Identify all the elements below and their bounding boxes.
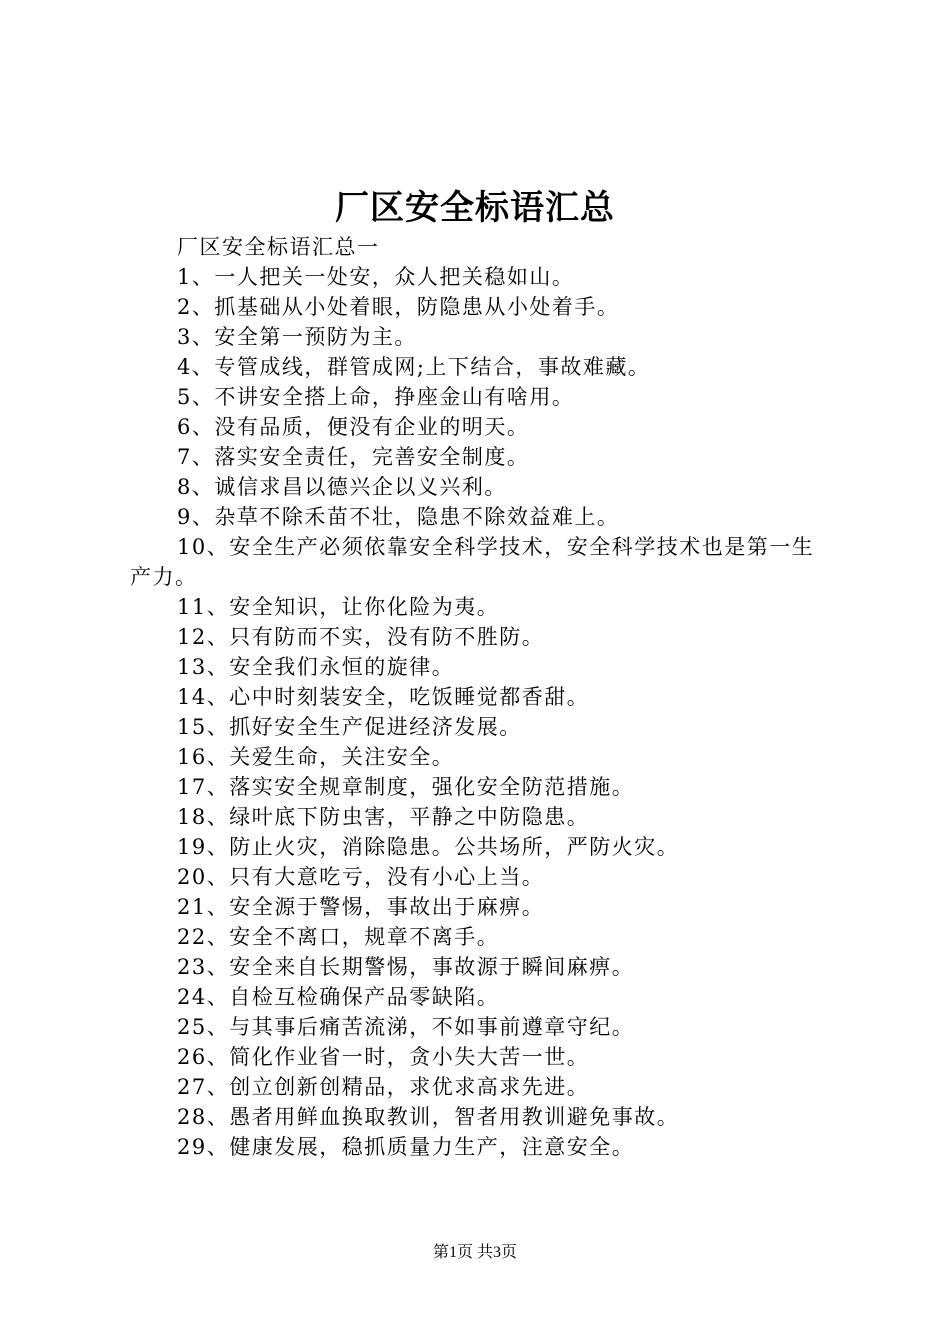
document-body [130,232,835,1162]
slogan-item: 6、没有品质，便没有企业的明天。 [177,415,530,439]
slogan-item: 16、关爱生命，关注安全。 [177,745,455,769]
page-footer: 第1页 共3页 [432,1244,517,1261]
slogan-item: 24、自检互检确保产品零缺陷。 [177,985,500,1009]
slogan-item: 3、安全第一预防为主。 [177,325,417,349]
slogan-item: 13、安全我们永恒的旋律。 [177,655,455,679]
slogan-item: 7、落实安全责任，完善安全制度。 [177,445,530,469]
slogan-item: 22、安全不离口，规章不离手。 [177,925,500,949]
slogan-item: 21、安全源于警惕，事故出于麻痹。 [177,895,545,919]
slogan-item: 18、绿叶底下防虫害，平静之中防隐患。 [177,805,590,829]
slogan-item: 11、安全知识，让你化险为夷。 [177,595,500,619]
slogan-item: 17、落实安全规章制度，强化安全防范措施。 [177,775,635,799]
slogan-item: 28、愚者用鲜血换取教训，智者用教训避免事故。 [177,1105,680,1129]
slogan-item: 5、不讲安全搭上命，挣座金山有啥用。 [177,385,575,409]
slogan-item: 9、杂草不除禾苗不壮，隐患不除效益难上。 [177,505,620,529]
slogan-item: 14、心中时刻装安全，吃饭睡觉都香甜。 [177,685,590,709]
page-title: 厂区安全标语汇总 [335,188,615,228]
slogan-item: 27、创立创新创精品，求优求高求先进。 [177,1075,590,1099]
slogan-item: 15、抓好安全生产促进经济发展。 [177,715,522,739]
slogan-item: 19、防止火灾，消除隐患。公共场所，严防火灾。 [177,835,680,859]
slogan-item: 23、安全来自长期警惕，事故源于瞬间麻痹。 [177,955,635,979]
slogan-item: 20、只有大意吃亏，没有小心上当。 [177,865,545,889]
slogan-item: 8、诚信求昌以德兴企以义兴利。 [177,475,507,499]
slogan-item: 10、安全生产必须依靠安全科学技术，安全科学技术也是第一生产力。 [130,535,815,589]
slogan-item: 29、健康发展，稳抓质量力生产，注意安全。 [177,1135,635,1159]
document-subtitle: 厂区安全标语汇总一 [177,235,380,259]
slogan-item: 4、专管成线，群管成网;上下结合，事故难藏。 [177,355,651,379]
slogan-item: 26、简化作业省一时，贪小失大苦一世。 [177,1045,590,1069]
slogan-item: 2、抓基础从小处着眼，防隐患从小处着手。 [177,295,620,319]
slogan-item: 25、与其事后痛苦流涕，不如事前遵章守纪。 [177,1015,635,1039]
slogan-item: 1、一人把关一处安，众人把关稳如山。 [177,265,575,289]
slogan-item: 12、只有防而不实，没有防不胜防。 [177,625,545,649]
